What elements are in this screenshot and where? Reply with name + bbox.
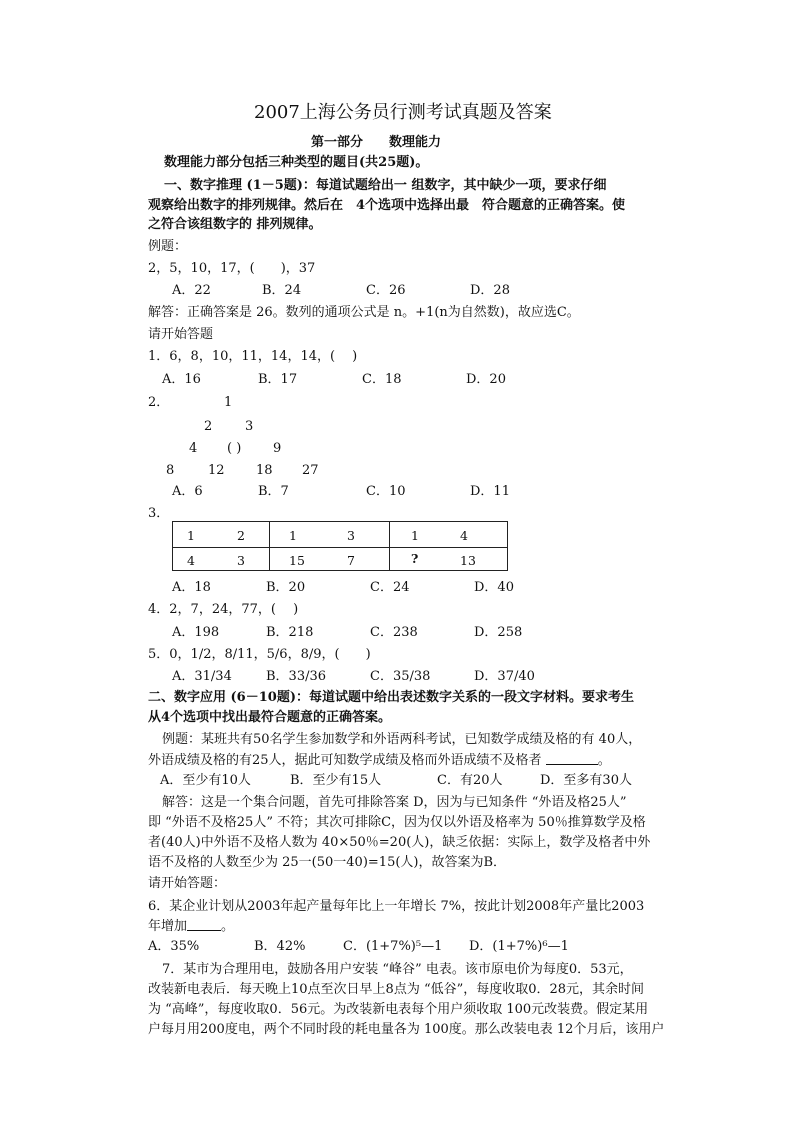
question-4: 4．2，7，24，77，( ) — [148, 602, 299, 617]
question-7-line1: 7．某市为合理用电，鼓励各用户安装 “峰谷” 电表。该市原电价为每度0．53元， — [162, 962, 633, 977]
part-heading: 第一部分 数理能力 — [311, 135, 442, 150]
q2-number: 9 — [273, 441, 282, 456]
sec1-heading-line3: 之符合该组数字的 排列规律。 — [148, 217, 322, 232]
question-7-line3: 为 “高峰”，每度收取0．56元。为改装新电表每个用户须收取 100元改装费。假定某用 — [148, 1002, 649, 1017]
q2-number: 1 — [224, 395, 233, 410]
example-label: 例题： — [148, 239, 188, 254]
q6-option-c: C．(1+7%)⁵—1 — [343, 939, 443, 954]
q3-cell: 3 — [347, 528, 355, 543]
q1-option-c: C．18 — [362, 372, 402, 387]
sec2-start-label: 请开始答题： — [148, 876, 227, 891]
q3-cell: 7 — [347, 553, 355, 568]
q6-option-a: A．35% — [148, 939, 200, 954]
q2-number: 3 — [245, 419, 254, 434]
q3-cell: 3 — [237, 553, 245, 568]
question-6-end: 。 — [221, 919, 235, 934]
q3-option-c: C．24 — [370, 580, 410, 595]
example-option-a: A．22 — [172, 283, 211, 298]
q3-cell: 1 — [187, 528, 195, 543]
q2-option-b: B．7 — [258, 484, 289, 499]
answer-blank — [187, 918, 221, 931]
q2-blank: ( ) — [227, 441, 242, 456]
q4-option-b: B．218 — [266, 625, 314, 640]
sec2-example-line1: 例题：某班共有50名学生参加数学和外语两科考试，已知数学成绩及格的有 40人， — [162, 732, 642, 747]
example-answer: 解答：正确答案是 26。数列的通项公式是 n。+1(n为自然数)，故应选C。 — [148, 305, 580, 320]
q2-label: 2． — [148, 395, 170, 410]
q5-option-d: D．37/40 — [474, 669, 535, 684]
question-7-line2: 改装新电表后．每天晚上10点至次日早上8点为 “低谷”，每度收取0．28元，其余时间 — [148, 982, 645, 997]
q3-option-a: A．18 — [172, 580, 211, 595]
sec2-example-line2 — [148, 752, 611, 769]
answer-blank — [546, 752, 598, 765]
q3-option-d: D．40 — [474, 580, 514, 595]
q3-cell: 4 — [187, 553, 195, 568]
sec2-example-end: 。 — [597, 753, 611, 768]
q1-option-d: D．20 — [466, 372, 506, 387]
page-title: 2007上海公务员行测考试真题及答案 — [254, 102, 552, 123]
q2-number: 2 — [204, 419, 213, 434]
q2-option-c: C．10 — [366, 484, 406, 499]
q3-cell: 13 — [460, 553, 476, 568]
sec2-answer-line2: 即 “外语不及格25人” 不符；其次可排除C，因为仅以外语及格率为 50％推算数学及格 — [148, 815, 646, 830]
q4-option-c: C．238 — [370, 625, 418, 640]
sec2-example-option-d: D．至多有30人 — [540, 773, 632, 788]
q2-option-d: D．11 — [470, 484, 510, 499]
question-6-text: 年增加 — [148, 919, 188, 934]
sec1-heading-line1: 一、数字推理 (1－5题)：每道试题给出一 组数字，其中缺少一项，要求仔细 — [164, 178, 607, 193]
q1-option-b: B．17 — [258, 372, 298, 387]
q3-option-b: B．20 — [266, 580, 306, 595]
q3-cell: 1 — [411, 528, 419, 543]
start-label: 请开始答题 — [148, 327, 214, 342]
q6-option-b: B．42% — [254, 939, 306, 954]
q2-number: 4 — [189, 441, 198, 456]
q5-option-b: B．33/36 — [266, 669, 327, 684]
example-sequence: 2，5，10，17，( )，37 — [148, 261, 316, 276]
q3-table — [172, 521, 508, 571]
sec2-answer-line3: 者(40人)中外语不及格人数为 40×50％=20(人)，缺乏依据：实际上，数学及格者中外 — [148, 835, 651, 850]
example-option-c: C．26 — [366, 283, 406, 298]
q2-number: 18 — [256, 463, 273, 478]
example-option-d: D．28 — [470, 283, 510, 298]
q3-cell: 15 — [289, 553, 305, 568]
q4-option-d: D．258 — [474, 625, 523, 640]
q1-option-a: A．16 — [162, 372, 201, 387]
q3-cell: 2 — [237, 528, 245, 543]
sec1-heading-line2: 观察给出数字的排列规律。然后在 4个选项中选择出最 符合题意的正确答案。使 — [148, 198, 626, 213]
question-6-line2 — [148, 918, 234, 935]
question-5: 5．0，1/2，8/11，5/6，8/9，( ) — [148, 647, 371, 662]
q3-cell: 1 — [289, 528, 297, 543]
sec2-heading-line1: 二、数字应用 (6－10题)：每道试题中给出表述数字关系的一段文字材料。要求考生 — [148, 690, 634, 705]
sec2-example-option-b: B．至少有15人 — [290, 773, 382, 788]
q3-unknown-cell: ? — [411, 551, 419, 566]
question-6-line1: 6．某企业计划从2003年起产量每年比上一年增长 7%，按此计划2008年产量比2003 — [148, 899, 645, 914]
q2-number: 12 — [208, 463, 225, 478]
q2-option-a: A．6 — [172, 484, 203, 499]
q5-option-c: C．35/38 — [370, 669, 431, 684]
q2-number: 8 — [166, 463, 175, 478]
q6-option-d: D．(1+7%)⁶—1 — [469, 939, 569, 954]
example-option-b: B．24 — [262, 283, 302, 298]
q2-number: 27 — [302, 463, 319, 478]
q4-option-a: A．198 — [172, 625, 220, 640]
intro-text: 数理能力部分包括三种类型的题目(共25题)。 — [164, 155, 429, 170]
sec2-heading-line2: 从4个选项中找出最符合题意的正确答案。 — [148, 710, 392, 725]
q3-label: 3． — [148, 506, 170, 521]
q5-option-a: A．31/34 — [172, 669, 232, 684]
sec2-answer-line4: 语不及格的人数至少为 25一(50一40)=15(人)，故答案为B． — [148, 855, 507, 870]
sec2-example-option-c: C．有20人 — [437, 773, 503, 788]
q3-cell: 4 — [460, 528, 468, 543]
sec2-example-text: 外语成绩及格的有25人，据此可知数学成绩及格而外语成绩不及格者 — [148, 753, 542, 768]
question-1: 1．6，8，10，11，14，14，( ) — [148, 349, 358, 364]
sec2-answer-line1: 解答：这是一个集合问题，首先可排除答案 D，因为与已知条件 “外语及格25人” — [162, 795, 627, 810]
question-7-line4: 户每月用200度电，两个不同时段的耗电量各为 100度。那么改装电表 12个月后，该用户 — [148, 1022, 665, 1037]
sec2-example-option-a: A．至少有10人 — [160, 773, 251, 788]
